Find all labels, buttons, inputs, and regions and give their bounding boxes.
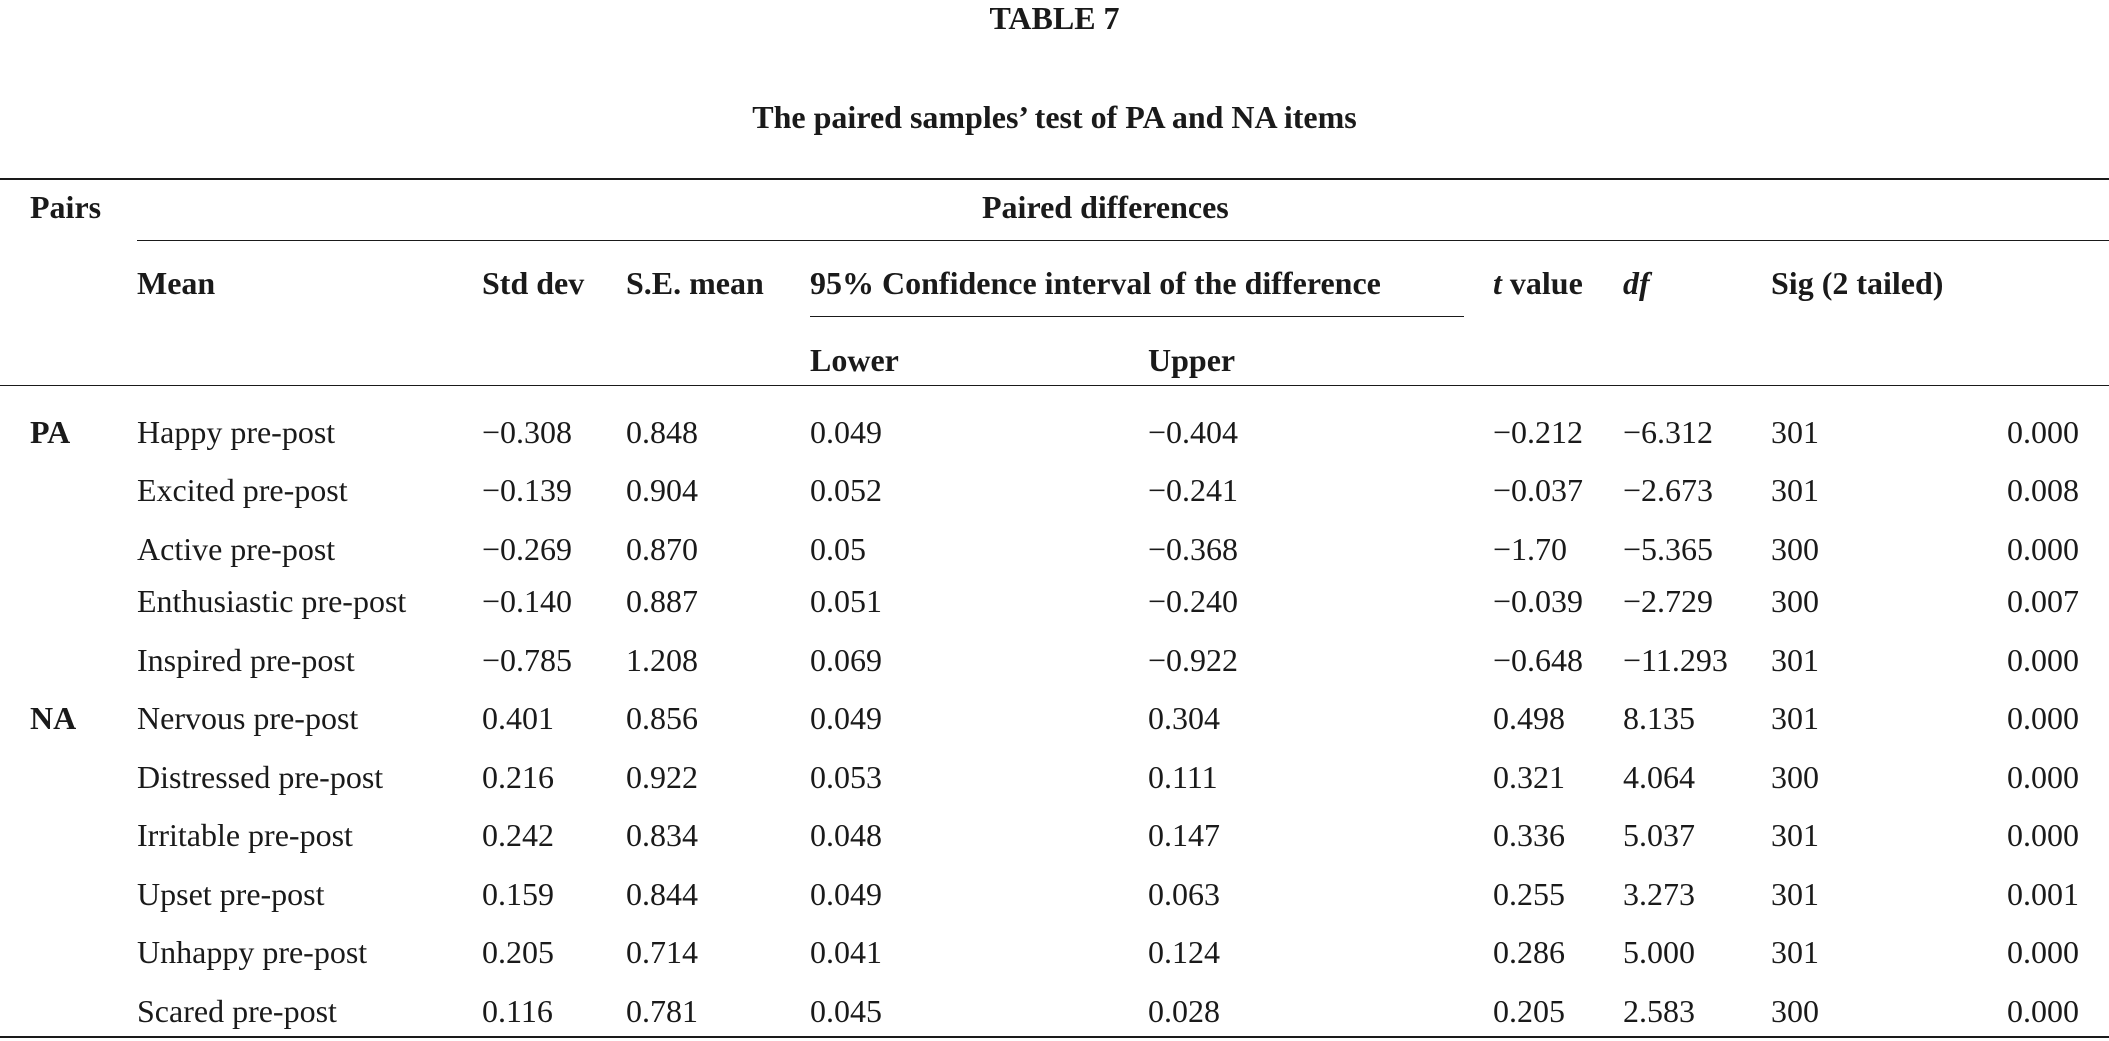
cell-t-value: 8.135 <box>1623 700 1695 736</box>
table-label: TABLE 7 <box>989 0 1120 36</box>
cell-sig: 0.008 <box>2007 472 2079 508</box>
cell-std-dev: 0.848 <box>626 414 698 450</box>
cell-std-dev: 0.904 <box>626 472 698 508</box>
cell-t-value: −5.365 <box>1623 531 1714 567</box>
top-rule <box>0 178 2109 180</box>
cell-mean: 0.159 <box>482 876 554 912</box>
cell-item: Upset pre-post <box>137 876 325 912</box>
cell-sig: 0.007 <box>2007 583 2079 619</box>
cell-item: Nervous pre-post <box>137 700 359 736</box>
cell-ci-upper: 0.336 <box>1493 817 1565 853</box>
header-sig: Sig (2 tailed) <box>1771 265 1944 301</box>
cell-item: Distressed pre-post <box>137 759 384 795</box>
cell-ci-upper: 0.255 <box>1493 876 1565 912</box>
header-lower: Lower <box>810 342 899 378</box>
cell-std-dev: 0.922 <box>626 759 698 795</box>
cell-df: 301 <box>1771 817 1819 853</box>
cell-se-mean: 0.048 <box>810 817 882 853</box>
cell-ci-upper: 0.286 <box>1493 934 1565 970</box>
header-t-suffix: value <box>1501 265 1583 301</box>
header-paired-differences: Paired differences <box>982 189 1229 225</box>
cell-std-dev: 1.208 <box>626 642 698 678</box>
cell-ci-upper: 0.205 <box>1493 993 1565 1029</box>
header-mean: Mean <box>137 265 216 301</box>
cell-df: 300 <box>1771 759 1819 795</box>
cell-ci-upper: −0.037 <box>1493 472 1584 508</box>
cell-se-mean: 0.053 <box>810 759 882 795</box>
cell-mean: −0.139 <box>482 472 573 508</box>
cell-sig: 0.000 <box>2007 414 2079 450</box>
cell-sig: 0.000 <box>2007 993 2079 1029</box>
cell-mean: −0.785 <box>482 642 573 678</box>
cell-item: Inspired pre-post <box>137 642 355 678</box>
cell-se-mean: 0.049 <box>810 700 882 736</box>
cell-std-dev: 0.834 <box>626 817 698 853</box>
cell-ci-lower: −0.922 <box>1148 642 1239 678</box>
cell-mean: −0.140 <box>482 583 573 619</box>
header-upper: Upper <box>1148 342 1236 378</box>
cell-se-mean: 0.05 <box>810 531 866 567</box>
cell-se-mean: 0.049 <box>810 414 882 450</box>
bottom-rule <box>0 1036 2109 1038</box>
cell-t-value: 4.064 <box>1623 759 1695 795</box>
cell-ci-lower: −0.368 <box>1148 531 1239 567</box>
cell-item: Irritable pre-post <box>137 817 353 853</box>
cell-mean: 0.216 <box>482 759 554 795</box>
cell-ci-upper: −0.648 <box>1493 642 1584 678</box>
cell-ci-upper: 0.498 <box>1493 700 1565 736</box>
cell-sig: 0.000 <box>2007 642 2079 678</box>
cell-ci-lower: 0.304 <box>1148 700 1220 736</box>
cell-ci-lower: −0.240 <box>1148 583 1239 619</box>
cell-item: Excited pre-post <box>137 472 348 508</box>
table-title: The paired samples’ test of PA and NA items <box>752 99 1357 135</box>
cell-se-mean: 0.045 <box>810 993 882 1029</box>
confidence-interval-rule <box>810 316 1464 317</box>
cell-t-value: 5.000 <box>1623 934 1695 970</box>
cell-t-value: −6.312 <box>1623 414 1714 450</box>
cell-df: 300 <box>1771 583 1819 619</box>
cell-std-dev: 0.844 <box>626 876 698 912</box>
cell-std-dev: 0.714 <box>626 934 698 970</box>
cell-ci-lower: −0.404 <box>1148 414 1239 450</box>
cell-t-value: 5.037 <box>1623 817 1695 853</box>
cell-sig: 0.000 <box>2007 759 2079 795</box>
cell-df: 300 <box>1771 531 1819 567</box>
cell-mean: −0.269 <box>482 531 573 567</box>
paired-differences-rule <box>137 240 2109 241</box>
cell-item: Scared pre-post <box>137 993 337 1029</box>
cell-ci-upper: −1.70 <box>1493 531 1568 567</box>
cell-se-mean: 0.051 <box>810 583 882 619</box>
cell-ci-lower: 0.111 <box>1148 759 1218 795</box>
cell-df: 301 <box>1771 414 1819 450</box>
cell-mean: −0.308 <box>482 414 573 450</box>
cell-mean: 0.116 <box>482 993 553 1029</box>
cell-ci-lower: 0.063 <box>1148 876 1220 912</box>
cell-t-value: 3.273 <box>1623 876 1695 912</box>
cell-ci-lower: 0.124 <box>1148 934 1220 970</box>
header-bottom-rule <box>0 385 2109 386</box>
cell-se-mean: 0.069 <box>810 642 882 678</box>
cell-se-mean: 0.049 <box>810 876 882 912</box>
cell-sig: 0.001 <box>2007 876 2079 912</box>
cell-mean: 0.242 <box>482 817 554 853</box>
cell-std-dev: 0.856 <box>626 700 698 736</box>
cell-item: Enthusiastic pre-post <box>137 583 407 619</box>
header-pairs: Pairs <box>30 189 102 225</box>
cell-t-value: −2.729 <box>1623 583 1714 619</box>
header-confidence-interval: 95% Confidence interval of the difference <box>810 265 1381 301</box>
cell-ci-upper: 0.321 <box>1493 759 1565 795</box>
header-t-value <box>1493 263 1583 303</box>
header-std-dev: Std dev <box>482 265 585 301</box>
cell-item: Unhappy pre-post <box>137 934 368 970</box>
cell-df: 301 <box>1771 934 1819 970</box>
header-t-letter: t <box>1493 265 1502 301</box>
cell-df: 300 <box>1771 993 1819 1029</box>
cell-t-value: −2.673 <box>1623 472 1714 508</box>
cell-df: 301 <box>1771 700 1819 736</box>
cell-se-mean: 0.041 <box>810 934 882 970</box>
cell-se-mean: 0.052 <box>810 472 882 508</box>
cell-sig: 0.000 <box>2007 531 2079 567</box>
cell-item: Active pre-post <box>137 531 336 567</box>
cell-std-dev: 0.781 <box>626 993 698 1029</box>
cell-df: 301 <box>1771 642 1819 678</box>
cell-sig: 0.000 <box>2007 700 2079 736</box>
cell-mean: 0.401 <box>482 700 554 736</box>
header-df: df <box>1623 265 1650 301</box>
cell-t-value: −11.293 <box>1623 642 1728 678</box>
cell-ci-upper: −0.212 <box>1493 414 1584 450</box>
cell-ci-upper: −0.039 <box>1493 583 1584 619</box>
cell-ci-lower: −0.241 <box>1148 472 1239 508</box>
cell-df: 301 <box>1771 472 1819 508</box>
header-se-mean: S.E. mean <box>626 265 764 301</box>
cell-std-dev: 0.870 <box>626 531 698 567</box>
cell-std-dev: 0.887 <box>626 583 698 619</box>
cell-t-value: 2.583 <box>1623 993 1695 1029</box>
cell-df: 301 <box>1771 876 1819 912</box>
cell-pair-group: PA <box>30 414 71 450</box>
cell-sig: 0.000 <box>2007 934 2079 970</box>
cell-sig: 0.000 <box>2007 817 2079 853</box>
cell-ci-lower: 0.147 <box>1148 817 1220 853</box>
cell-pair-group: NA <box>30 700 77 736</box>
cell-mean: 0.205 <box>482 934 554 970</box>
cell-item: Happy pre-post <box>137 414 336 450</box>
cell-ci-lower: 0.028 <box>1148 993 1220 1029</box>
